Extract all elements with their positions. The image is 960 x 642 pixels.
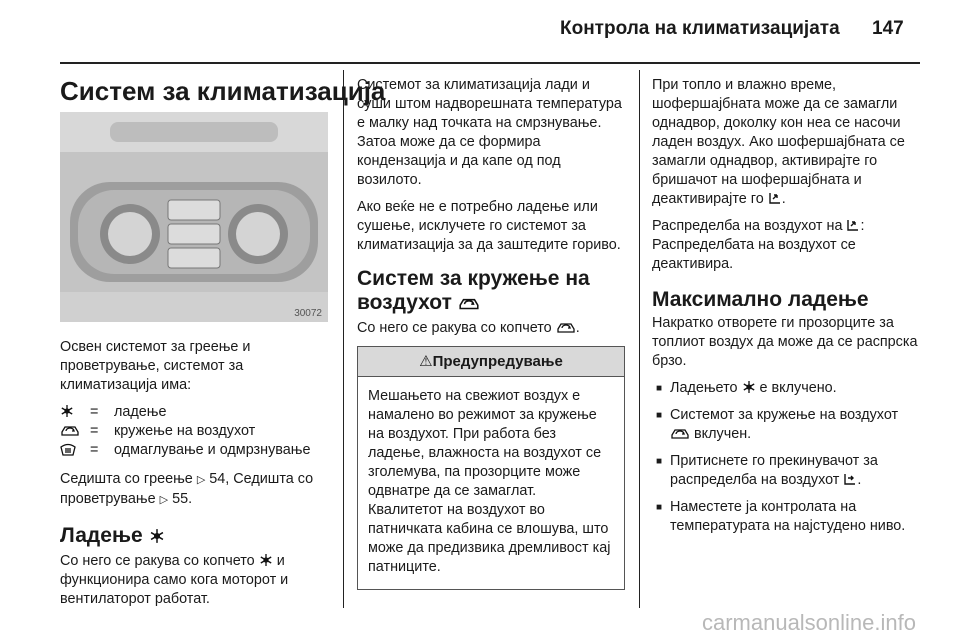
warning-text: Мешањето на свежиот воздух е намалено во режимот за кружење на воздухот. При работа без ладење, влажноста на воздухот се зголемува, па прозорците може одвнатре да се замаглат. Квалитетот на воздухот во патничката кабина се влошува, што може да предизвика дремливост кај патниците. xyxy=(368,388,611,575)
car-recirculation-icon xyxy=(60,423,80,437)
photo-number: 30072 xyxy=(294,308,322,319)
fog-paragraph: При топло и влажно време, шофершајбната може да се замагли однадвор, доколку кон неа се насочи ладен воздух. Ако шофершајбната се замагли однадвор, активирајте го бришачот на шофершајбната и деактивирајте го . xyxy=(652,77,905,207)
cooling-paragraph: Со него се ракува со копчето и функционира само кога моторот и вентилаторот работат. xyxy=(60,553,289,607)
page-reference-icon: ▷ xyxy=(159,494,169,506)
air-distribution-upper-icon xyxy=(843,472,857,486)
right-column xyxy=(652,76,920,544)
cooling-heading: Ладење xyxy=(60,524,330,548)
list-item: ■ Ладењето е вклучено. xyxy=(652,379,920,398)
column-divider-left xyxy=(343,70,344,608)
list-item: ■ Системот за кружење на воздухот вклучен. xyxy=(652,406,920,444)
header-rule xyxy=(60,62,920,64)
snowflake-icon xyxy=(742,380,756,394)
list-item: ■ Наместете ја контролата на температурата на најстудено ниво. xyxy=(652,498,920,536)
page-reference-icon: ▷ xyxy=(196,474,206,486)
recirculation-heading: Систем за кружење на воздухот xyxy=(357,267,590,314)
max-cooling-steps xyxy=(652,379,920,536)
legend-equals: = xyxy=(90,442,99,458)
car-recirculation-icon xyxy=(556,320,576,334)
snowflake-icon xyxy=(60,404,74,418)
air-distribution-windshield-icon xyxy=(846,218,860,232)
section-title: Систем за климатизација xyxy=(60,76,386,106)
climate-control-panel-photo xyxy=(60,112,328,322)
legend-row xyxy=(60,403,310,422)
ac-description: Системот за климатизација лади и суши штом надворешната температура е малку над точката на смрзнување. Затоа може да се формира кондензација и да капе од под возилото. xyxy=(357,77,622,188)
snowflake-icon xyxy=(259,553,273,567)
seats-reference: Седишта со греење ▷ 54, Седишта со проветрување ▷ 55. xyxy=(60,470,330,510)
legend-equals: = xyxy=(90,404,99,420)
middle-column xyxy=(357,76,625,590)
legend-text: кружење на воздухот xyxy=(114,423,256,439)
intro-paragraph: Освен системот за греење и проветрување, системот за климатизација има: xyxy=(60,339,251,393)
header-title: Контрола на климатизацијата xyxy=(560,18,840,39)
legend-text: ладење xyxy=(114,404,167,420)
warning-header: ⚠Предупредување xyxy=(358,347,624,377)
snowflake-icon xyxy=(149,528,165,544)
max-cooling-heading: Максимално ладење xyxy=(652,288,869,311)
ac-off-advice: Ако веќе не е потребно ладење или сушење, исклучете го системот за климатизација за да заштедите гориво. xyxy=(357,199,621,253)
feature-legend xyxy=(60,403,310,460)
air-distribution-windshield-icon xyxy=(768,191,782,205)
car-recirculation-icon xyxy=(458,295,480,311)
column-divider-right xyxy=(639,70,640,608)
legend-row xyxy=(60,441,310,460)
car-recirculation-icon xyxy=(670,426,690,440)
watermark: carmanualsonline.info xyxy=(701,610,916,635)
warning-box xyxy=(357,346,625,590)
list-item: ■ Притиснете го прекинувачот за распределба на воздухот . xyxy=(652,452,920,490)
legend-equals: = xyxy=(90,423,99,439)
warning-triangle-icon: ⚠ xyxy=(419,353,433,370)
max-cooling-intro: Накратко отворете ги прозорците за топлиот воздух да може да се распрска брзо. xyxy=(652,315,918,369)
left-column xyxy=(60,338,330,617)
legend-row xyxy=(60,422,310,441)
recirculation-paragraph: Со него се ракува со копчето . xyxy=(357,320,580,336)
windshield-defrost-icon xyxy=(60,442,76,456)
legend-text: одмаглување и одмрзнување xyxy=(114,442,311,458)
air-distribution-paragraph: Распределба на воздухот на : Распределбата на воздухот се деактивира. xyxy=(652,218,865,272)
page-number: 147 xyxy=(872,18,904,39)
